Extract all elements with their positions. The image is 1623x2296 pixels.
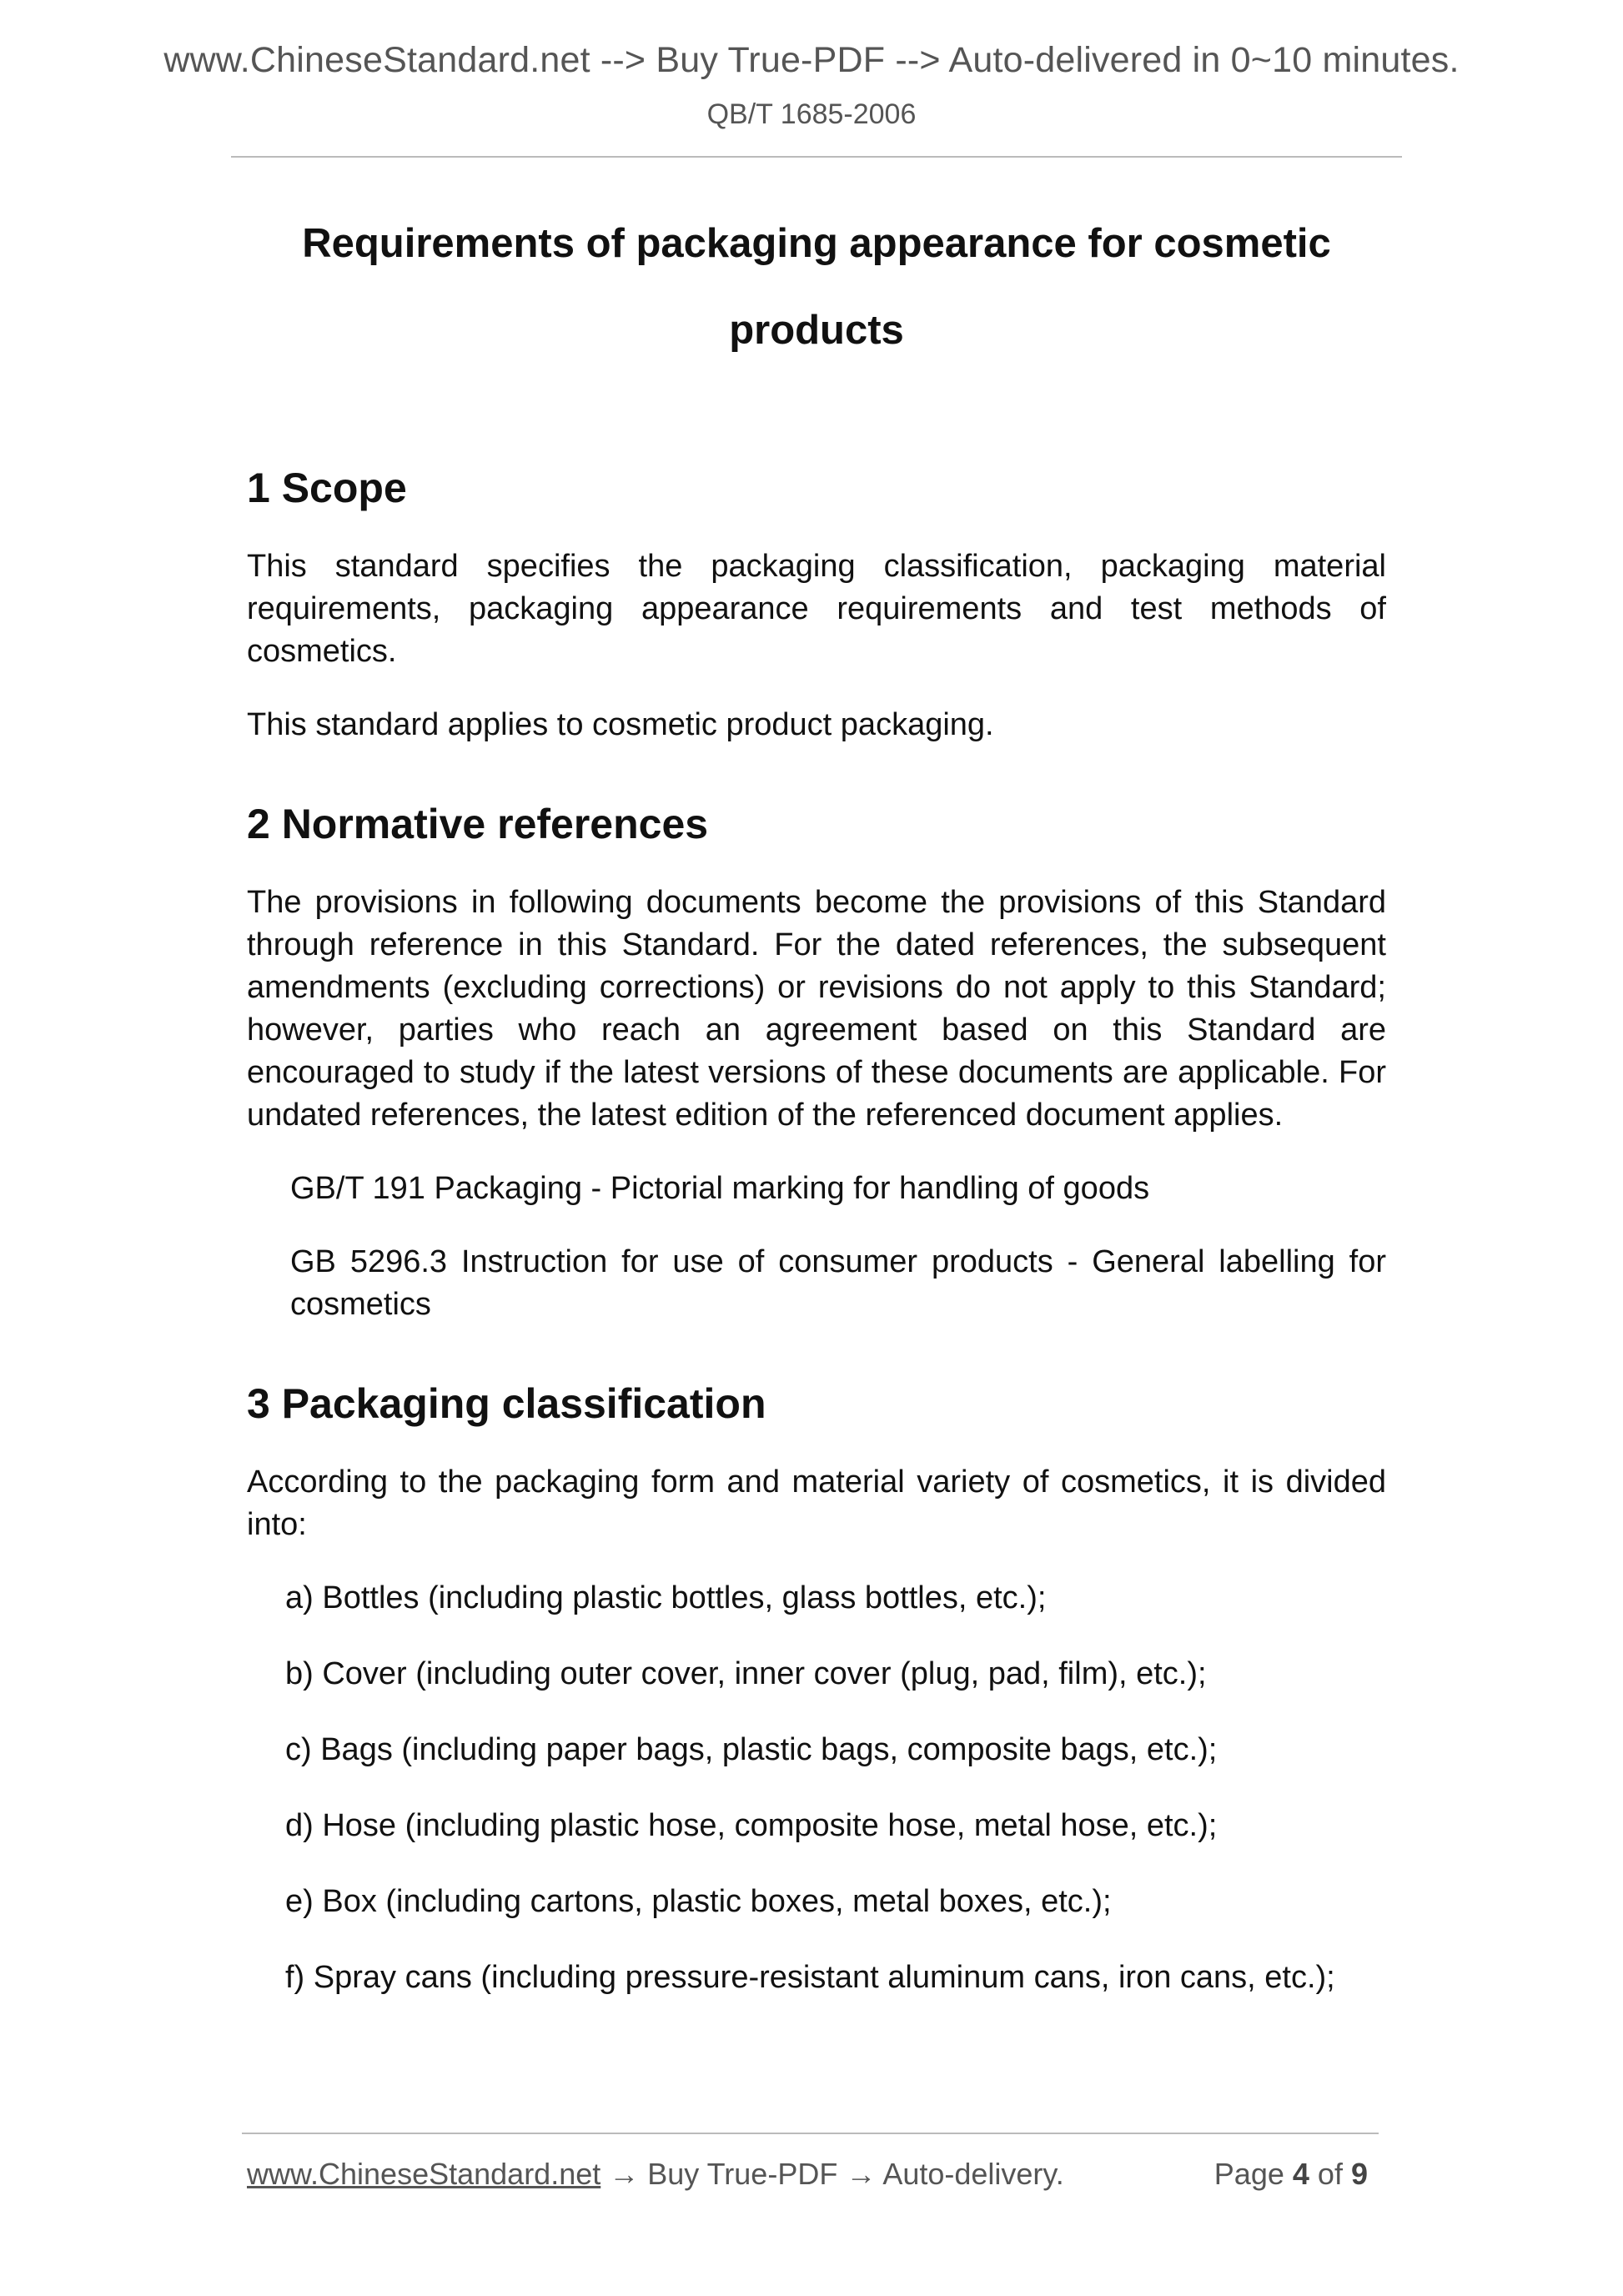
top-banner: www.ChineseStandard.net --> Buy True-PDF --> Auto-delivered in 0~10 minutes.: [163, 40, 1460, 80]
standard-code: QB/T 1685-2006: [706, 98, 917, 130]
list-item: c) Bags (including paper bags, plastic bags, composite bags, etc.);: [285, 1732, 1218, 1767]
page-label: Page: [1213, 2157, 1284, 2191]
footer-buy-text: → Buy True-PDF → Auto-delivery.: [600, 2157, 1064, 2191]
website-link[interactable]: www.ChineseStandard.net: [247, 2157, 601, 2191]
page-of-label: of: [1317, 2157, 1343, 2191]
scope-paragraph-2: This standard applies to cosmetic product packaging.: [247, 707, 994, 742]
footer-divider: [242, 2133, 1379, 2134]
section-heading-normative-references: 2 Normative references: [247, 801, 709, 847]
list-item: a) Bottles (including plastic bottles, glass bottles, etc.);: [285, 1580, 1047, 1615]
scope-paragraph-1: This standard specifies the packaging classification, packaging material requirements, packaging appearance requirements and test methods of cosmetics.: [247, 549, 1386, 669]
section-heading-packaging-classification: 3 Packaging classification: [247, 1380, 766, 1427]
list-item: b) Cover (including outer cover, inner cover (plug, pad, film), etc.);: [285, 1656, 1207, 1691]
normative-paragraph: The provisions in following documents become the provisions of this Standard through reference in this Standard. For the dated references, the subsequent amendments (excluding corrections) or revisions do not apply to this Standard; however, parties who reach an agreement based on this Standard are encouraged to study if the latest versions of these documents are applicable. For undated references, the latest edition of the referenced document applies.: [247, 885, 1386, 1133]
title-line-1: Requirements of packaging appearance for cosmetic: [302, 221, 1331, 266]
footer-left: [247, 2157, 1064, 2192]
title-line-2: products: [729, 308, 904, 353]
document-body: [247, 450, 1386, 1999]
page-total: 9: [1350, 2157, 1368, 2191]
list-item: e) Box (including cartons, plastic boxes, metal boxes, etc.);: [285, 1884, 1112, 1919]
page-indicator: [1214, 2157, 1368, 2192]
page-current: 4: [1292, 2157, 1309, 2191]
list-item: f) Spray cans (including pressure-resistant aluminum cans, iron cans, etc.);: [285, 1960, 1335, 1995]
list-item: d) Hose (including plastic hose, composite hose, metal hose, etc.);: [285, 1808, 1218, 1843]
page-footer: [247, 2157, 1379, 2198]
document-title: [231, 200, 1402, 374]
header-divider: [231, 156, 1402, 158]
classification-intro: According to the packaging form and material variety of cosmetics, it is divided into:: [247, 1465, 1386, 1542]
section-heading-scope: 1 Scope: [247, 465, 407, 511]
reference-gb-5296-3: GB 5296.3 Instruction for use of consumer products - General labelling for cosmetics: [290, 1244, 1386, 1322]
reference-gb-t-191: GB/T 191 Packaging - Pictorial marking for handling of goods: [290, 1171, 1150, 1206]
